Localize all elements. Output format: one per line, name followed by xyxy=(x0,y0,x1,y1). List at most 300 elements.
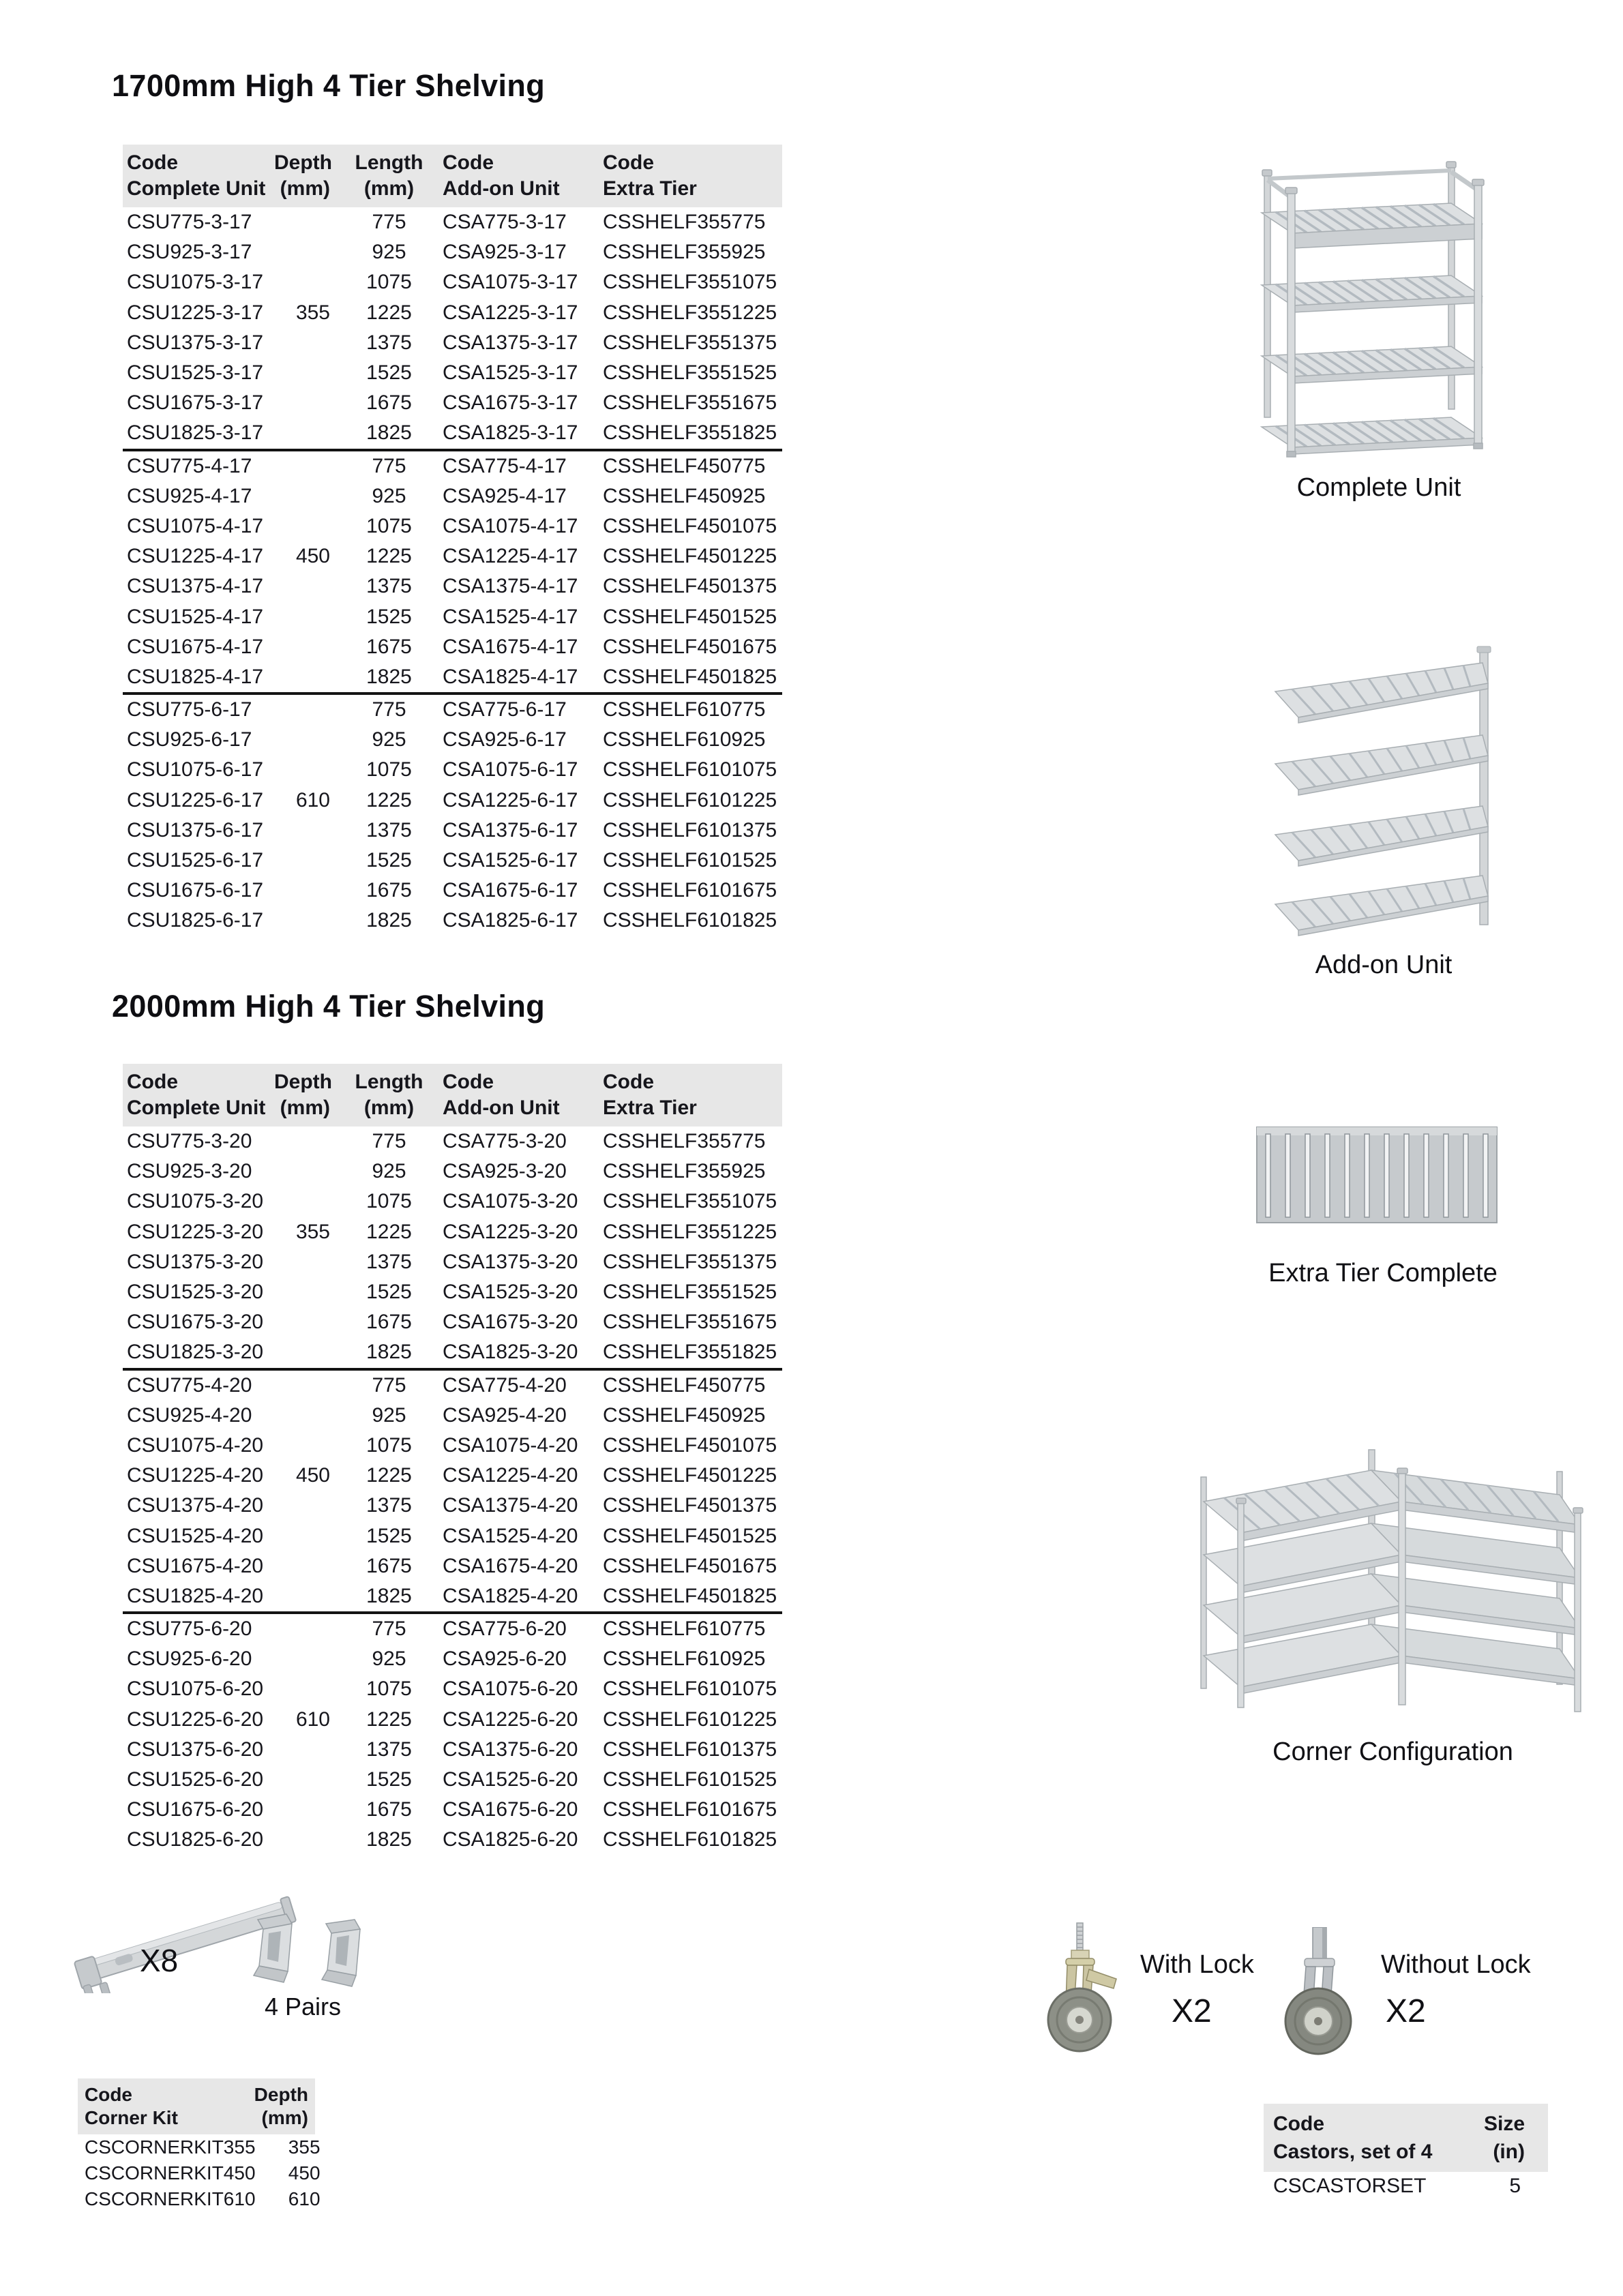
table-row xyxy=(123,1705,782,1735)
cell-length: 1225 xyxy=(366,788,412,811)
table-row xyxy=(123,388,782,418)
table-group-depth-450 xyxy=(123,449,782,693)
cell-extra-tier-code: CSSHELF6101075 xyxy=(603,758,777,781)
table-row xyxy=(123,695,782,725)
cell-addon-code: CSA1525-3-20 xyxy=(443,1281,578,1304)
table-row xyxy=(123,1401,782,1431)
shelving-rack-icon xyxy=(1253,151,1502,465)
cell-length: 1525 xyxy=(366,1768,412,1791)
header-castor-code: Code Castors, set of 4 xyxy=(1273,2113,1433,2163)
table-group-depth-610 xyxy=(123,1611,782,1855)
cell-corner-kit-depth: 355 xyxy=(288,2136,321,2158)
cell-length: 1825 xyxy=(366,665,412,688)
table-row xyxy=(123,1614,782,1644)
cell-depth: 450 xyxy=(295,545,330,568)
cell-addon-code: CSA1525-6-20 xyxy=(443,1768,578,1791)
table-row xyxy=(123,1765,782,1795)
cell-extra-tier-code: CSSHELF3551525 xyxy=(603,361,777,385)
extra-tier-image xyxy=(1255,1122,1500,1229)
cell-length: 1075 xyxy=(366,271,412,294)
cell-addon-code: CSA1225-3-20 xyxy=(443,1220,578,1243)
cell-extra-tier-code: CSSHELF6101675 xyxy=(603,879,777,902)
cell-length: 1225 xyxy=(366,1464,412,1487)
corner-kit-rows xyxy=(78,2134,321,2212)
cell-length: 1525 xyxy=(366,1281,412,1304)
cell-complete-unit-code: CSU1075-3-17 xyxy=(127,271,264,294)
table-row xyxy=(123,267,782,297)
clips-quantity-label: 4 Pairs xyxy=(265,1993,342,2021)
cell-complete-unit-code: CSU775-4-20 xyxy=(127,1373,252,1397)
castor-set-rows xyxy=(1264,2172,1548,2201)
castor-icon xyxy=(1280,1927,1372,2057)
header-addon-unit: Code Add-on Unit xyxy=(443,1071,560,1119)
cell-complete-unit-code: CSU1225-6-17 xyxy=(127,788,264,811)
header-extra-tier: Code Extra Tier xyxy=(603,151,697,200)
cell-addon-code: CSA925-3-20 xyxy=(443,1160,567,1183)
table-row xyxy=(123,816,782,846)
cell-extra-tier-code: CSSHELF4501825 xyxy=(603,665,777,688)
cell-length: 1675 xyxy=(366,1554,412,1577)
cell-complete-unit-code: CSU1525-6-17 xyxy=(127,849,264,872)
cell-extra-tier-code: CSSHELF6101225 xyxy=(603,788,777,811)
table-row xyxy=(78,2186,321,2212)
cell-addon-code: CSA1825-3-20 xyxy=(443,1341,578,1364)
cell-length: 925 xyxy=(372,484,406,507)
header-complete-unit: Code Complete Unit xyxy=(127,151,266,200)
cell-extra-tier-code: CSSHELF450925 xyxy=(603,484,766,507)
table-row xyxy=(123,1461,782,1491)
cell-extra-tier-code: CSSHELF450775 xyxy=(603,1373,766,1397)
cell-complete-unit-code: CSU1675-3-20 xyxy=(127,1311,264,1334)
cell-length: 925 xyxy=(372,1160,406,1183)
cell-length: 1675 xyxy=(366,1311,412,1334)
cell-addon-code: CSA1675-4-17 xyxy=(443,635,578,658)
table-row xyxy=(123,1277,782,1307)
cell-extra-tier-code: CSSHELF3551225 xyxy=(603,301,777,324)
table-row xyxy=(123,1247,782,1277)
cell-length: 1675 xyxy=(366,1798,412,1821)
cell-extra-tier-code: CSSHELF4501075 xyxy=(603,1433,777,1457)
cell-extra-tier-code: CSSHELF3551675 xyxy=(603,391,777,415)
cell-extra-tier-code: CSSHELF6101225 xyxy=(603,1708,777,1731)
cell-length: 1375 xyxy=(366,1738,412,1761)
cell-complete-unit-code: CSU1525-4-17 xyxy=(127,605,264,628)
cell-addon-code: CSA775-3-20 xyxy=(443,1130,567,1153)
cell-castor-code: CSCASTORSET xyxy=(1273,2175,1427,2197)
cell-complete-unit-code: CSU1825-4-17 xyxy=(127,665,264,688)
cell-length: 775 xyxy=(372,1130,406,1153)
table-row xyxy=(123,1127,782,1157)
table-row xyxy=(123,1795,782,1825)
table-row xyxy=(123,1521,782,1551)
cell-extra-tier-code: CSSHELF4501675 xyxy=(603,635,777,658)
cell-length: 1675 xyxy=(366,879,412,902)
header-length: Length (mm) xyxy=(355,151,423,200)
cell-complete-unit-code: CSU925-3-17 xyxy=(127,241,252,264)
cell-depth: 610 xyxy=(295,788,330,811)
table-row xyxy=(123,876,782,906)
cell-extra-tier-code: CSSHELF4501525 xyxy=(603,1524,777,1547)
table-row xyxy=(123,1187,782,1217)
cell-complete-unit-code: CSU1825-3-20 xyxy=(127,1341,264,1364)
cell-length: 1825 xyxy=(366,909,412,932)
header-length: Length (mm) xyxy=(355,1071,423,1119)
shelving-table-1700 xyxy=(123,145,782,936)
cell-complete-unit-code: CSU1075-4-20 xyxy=(127,1433,264,1457)
cell-addon-code: CSA1825-6-20 xyxy=(443,1828,578,1851)
cell-addon-code: CSA775-4-20 xyxy=(443,1373,567,1397)
cell-corner-kit-depth: 610 xyxy=(288,2188,321,2209)
cell-addon-code: CSA775-6-17 xyxy=(443,698,567,721)
cell-addon-code: CSA1525-4-17 xyxy=(443,605,578,628)
table-group-depth-450 xyxy=(123,1368,782,1612)
cell-addon-code: CSA1075-4-17 xyxy=(443,514,578,537)
table-row xyxy=(123,451,782,481)
table-row xyxy=(123,1307,782,1337)
cell-extra-tier-code: CSSHELF3551675 xyxy=(603,1311,777,1334)
cell-extra-tier-code: CSSHELF6101825 xyxy=(603,909,777,932)
cell-extra-tier-code: CSSHELF355925 xyxy=(603,241,766,264)
cell-extra-tier-code: CSSHELF450925 xyxy=(603,1403,766,1427)
table-row xyxy=(123,207,782,237)
cell-addon-code: CSA1825-4-17 xyxy=(443,665,578,688)
cell-length: 925 xyxy=(372,728,406,751)
table-row xyxy=(123,662,782,692)
table-row xyxy=(123,1735,782,1765)
cell-complete-unit-code: CSU1675-3-17 xyxy=(127,391,264,415)
table-row xyxy=(123,1491,782,1521)
cell-addon-code: CSA1675-3-20 xyxy=(443,1311,578,1334)
cell-complete-unit-code: CSU1675-4-20 xyxy=(127,1554,264,1577)
cell-length: 1375 xyxy=(366,575,412,598)
cell-addon-code: CSA1075-6-17 xyxy=(443,758,578,781)
cell-extra-tier-code: CSSHELF6101075 xyxy=(603,1678,777,1701)
cell-length: 1675 xyxy=(366,391,412,415)
cell-complete-unit-code: CSU1825-6-20 xyxy=(127,1828,264,1851)
cell-extra-tier-code: CSSHELF355775 xyxy=(603,1130,766,1153)
shelf-tier-icon xyxy=(1255,1122,1500,1229)
cell-extra-tier-code: CSSHELF6101375 xyxy=(603,1738,777,1761)
cell-length: 1075 xyxy=(366,758,412,781)
cell-addon-code: CSA1225-4-20 xyxy=(443,1464,578,1487)
cell-addon-code: CSA1075-3-17 xyxy=(443,271,578,294)
cell-extra-tier-code: CSSHELF6101825 xyxy=(603,1828,777,1851)
cell-addon-code: CSA925-4-17 xyxy=(443,484,567,507)
cell-addon-code: CSA775-3-17 xyxy=(443,211,567,234)
table-row xyxy=(123,906,782,936)
cell-extra-tier-code: CSSHELF3551525 xyxy=(603,1281,777,1304)
cell-length: 1375 xyxy=(366,1250,412,1273)
cell-complete-unit-code: CSU1525-3-20 xyxy=(127,1281,264,1304)
cell-addon-code: CSA1675-6-17 xyxy=(443,879,578,902)
cell-extra-tier-code: CSSHELF4501375 xyxy=(603,1494,777,1517)
cell-depth: 450 xyxy=(295,1464,330,1487)
table-row xyxy=(123,418,782,448)
cell-length: 1075 xyxy=(366,1190,412,1213)
cell-complete-unit-code: CSU1375-6-20 xyxy=(127,1738,264,1761)
beam-quantity-label: X8 xyxy=(140,1943,179,1978)
cell-length: 1075 xyxy=(366,1433,412,1457)
cell-complete-unit-code: CSU1825-4-20 xyxy=(127,1584,264,1607)
cell-complete-unit-code: CSU1675-6-17 xyxy=(127,879,264,902)
cell-extra-tier-code: CSSHELF6101675 xyxy=(603,1798,777,1821)
cell-addon-code: CSA1225-6-20 xyxy=(443,1708,578,1731)
table-row xyxy=(123,1825,782,1855)
cell-length: 775 xyxy=(372,698,406,721)
cell-addon-code: CSA1375-4-20 xyxy=(443,1494,578,1517)
table-row xyxy=(123,328,782,358)
cell-length: 1375 xyxy=(366,1494,412,1517)
cell-complete-unit-code: CSU1675-4-17 xyxy=(127,635,264,658)
cell-complete-unit-code: CSU1375-3-20 xyxy=(127,1250,264,1273)
cell-addon-code: CSA1825-6-17 xyxy=(443,909,578,932)
cell-length: 775 xyxy=(372,1373,406,1397)
header-corner-kit-code: Code Corner Kit xyxy=(85,2084,178,2128)
cell-corner-kit-code: CSCORNERKIT610 xyxy=(85,2188,256,2209)
shelving-table-2000 xyxy=(123,1064,782,1855)
cell-complete-unit-code: CSU1375-6-17 xyxy=(127,818,264,841)
castor-locking-icon xyxy=(1045,1922,1148,2055)
extra-tier-caption: Extra Tier Complete xyxy=(1268,1259,1498,1287)
cell-addon-code: CSA1825-4-20 xyxy=(443,1584,578,1607)
corner-kit-header xyxy=(78,2078,315,2134)
cell-length: 925 xyxy=(372,1648,406,1671)
table-row xyxy=(123,1674,782,1704)
cell-depth: 355 xyxy=(295,301,330,324)
cell-depth: 355 xyxy=(295,1220,330,1243)
cell-complete-unit-code: CSU1525-4-20 xyxy=(127,1524,264,1547)
cell-complete-unit-code: CSU925-4-20 xyxy=(127,1403,252,1427)
header-depth: Depth (mm) xyxy=(274,1071,332,1119)
cell-length: 1225 xyxy=(366,1220,412,1243)
cell-extra-tier-code: CSSHELF3551075 xyxy=(603,1190,777,1213)
cell-extra-tier-code: CSSHELF4501225 xyxy=(603,545,777,568)
table-row xyxy=(123,1551,782,1581)
cell-extra-tier-code: CSSHELF610775 xyxy=(603,1617,766,1641)
cell-extra-tier-code: CSSHELF4501525 xyxy=(603,605,777,628)
table-row xyxy=(123,1581,782,1611)
cell-addon-code: CSA1675-4-20 xyxy=(443,1554,578,1577)
table-row xyxy=(123,1431,782,1461)
cell-complete-unit-code: CSU1825-6-17 xyxy=(127,909,264,932)
cell-length: 1525 xyxy=(366,361,412,385)
castor-set-header xyxy=(1264,2104,1548,2172)
cell-complete-unit-code: CSU925-6-20 xyxy=(127,1648,252,1671)
cell-extra-tier-code: CSSHELF4501225 xyxy=(603,1464,777,1487)
cell-length: 1375 xyxy=(366,818,412,841)
table-row xyxy=(123,237,782,267)
cell-complete-unit-code: CSU1675-6-20 xyxy=(127,1798,264,1821)
cell-length: 1525 xyxy=(366,1524,412,1547)
cell-length: 1225 xyxy=(366,1708,412,1731)
cell-extra-tier-code: CSSHELF355775 xyxy=(603,211,766,234)
table-row xyxy=(123,541,782,571)
cell-castor-size: 5 xyxy=(1509,2175,1521,2197)
cell-extra-tier-code: CSSHELF3551075 xyxy=(603,271,777,294)
table-row xyxy=(123,1217,782,1247)
cell-complete-unit-code: CSU1525-3-17 xyxy=(127,361,264,385)
complete-unit-image xyxy=(1253,151,1502,465)
cell-complete-unit-code: CSU1225-4-17 xyxy=(127,545,264,568)
table-row xyxy=(123,481,782,511)
clips-icon xyxy=(245,1905,385,1997)
table-row xyxy=(123,1157,782,1187)
cell-addon-code: CSA1375-6-17 xyxy=(443,818,578,841)
header-castor-size: Size (in) xyxy=(1483,2113,1525,2163)
cell-length: 925 xyxy=(372,241,406,264)
cell-addon-code: CSA775-4-17 xyxy=(443,454,567,477)
table-header xyxy=(123,145,782,207)
cell-addon-code: CSA1075-6-20 xyxy=(443,1678,578,1701)
table-row xyxy=(123,571,782,601)
cell-addon-code: CSA925-6-17 xyxy=(443,728,567,751)
cell-addon-code: CSA1225-4-17 xyxy=(443,545,578,568)
addon-rack-icon xyxy=(1263,634,1505,941)
cell-extra-tier-code: CSSHELF3551225 xyxy=(603,1220,777,1243)
table-row xyxy=(123,358,782,388)
table-row xyxy=(78,2134,321,2160)
table-row xyxy=(123,601,782,631)
table-row xyxy=(123,755,782,785)
corner-rack-icon xyxy=(1197,1432,1589,1725)
without-lock-quantity-label: X2 xyxy=(1386,1993,1426,2029)
cell-complete-unit-code: CSU925-4-17 xyxy=(127,484,252,507)
table-group-depth-355 xyxy=(123,207,782,449)
table-row xyxy=(123,1371,782,1401)
header-corner-kit-depth: Depth (mm) xyxy=(254,2084,308,2128)
cell-complete-unit-code: CSU1075-6-20 xyxy=(127,1678,264,1701)
table-row xyxy=(123,298,782,328)
cell-addon-code: CSA925-6-20 xyxy=(443,1648,567,1671)
cell-complete-unit-code: CSU1225-6-20 xyxy=(127,1708,264,1731)
cell-corner-kit-code: CSCORNERKIT450 xyxy=(85,2162,256,2183)
cell-length: 1075 xyxy=(366,1678,412,1701)
cell-addon-code: CSA1075-3-20 xyxy=(443,1190,578,1213)
table-row xyxy=(123,786,782,816)
section-title-1700: 1700mm High 4 Tier Shelving xyxy=(112,68,546,103)
cell-extra-tier-code: CSSHELF450775 xyxy=(603,454,766,477)
cell-addon-code: CSA1675-6-20 xyxy=(443,1798,578,1821)
section-title-2000: 2000mm High 4 Tier Shelving xyxy=(112,989,546,1024)
cell-complete-unit-code: CSU1075-6-17 xyxy=(127,758,264,781)
cell-length: 1075 xyxy=(366,514,412,537)
header-extra-tier: Code Extra Tier xyxy=(603,1071,697,1119)
cell-addon-code: CSA1375-4-17 xyxy=(443,575,578,598)
table-row xyxy=(123,846,782,876)
cell-length: 925 xyxy=(372,1403,406,1427)
table-row xyxy=(78,2160,321,2186)
cell-extra-tier-code: CSSHELF6101525 xyxy=(603,1768,777,1791)
cell-length: 1825 xyxy=(366,421,412,445)
header-depth: Depth (mm) xyxy=(274,151,332,200)
cell-complete-unit-code: CSU1375-4-20 xyxy=(127,1494,264,1517)
cell-complete-unit-code: CSU775-3-17 xyxy=(127,211,252,234)
cell-complete-unit-code: CSU1225-4-20 xyxy=(127,1464,264,1487)
cell-addon-code: CSA925-4-20 xyxy=(443,1403,567,1427)
castor-set-table xyxy=(1264,2104,1548,2201)
with-lock-label: With Lock xyxy=(1140,1950,1254,1979)
cell-length: 1825 xyxy=(366,1584,412,1607)
cell-extra-tier-code: CSSHELF355925 xyxy=(603,1160,766,1183)
with-lock-quantity-label: X2 xyxy=(1172,1993,1212,2029)
table-row xyxy=(123,725,782,755)
cell-complete-unit-code: CSU925-3-20 xyxy=(127,1160,252,1183)
cell-length: 775 xyxy=(372,1617,406,1641)
cell-addon-code: CSA775-6-20 xyxy=(443,1617,567,1641)
corner-clips-image xyxy=(245,1905,385,1997)
table-group-depth-355 xyxy=(123,1127,782,1368)
cell-complete-unit-code: CSU1375-4-17 xyxy=(127,575,264,598)
cell-length: 1525 xyxy=(366,605,412,628)
castor-without-lock-image xyxy=(1280,1927,1372,2057)
addon-unit-image xyxy=(1263,634,1505,941)
cell-extra-tier-code: CSSHELF6101375 xyxy=(603,818,777,841)
cell-complete-unit-code: CSU775-6-17 xyxy=(127,698,252,721)
cell-complete-unit-code: CSU1375-3-17 xyxy=(127,331,264,354)
addon-unit-caption: Add-on Unit xyxy=(1315,951,1453,979)
cell-length: 1825 xyxy=(366,1341,412,1364)
cell-depth: 610 xyxy=(295,1708,330,1731)
table-header xyxy=(123,1064,782,1127)
table-row xyxy=(123,1337,782,1367)
cell-addon-code: CSA925-3-17 xyxy=(443,241,567,264)
cell-extra-tier-code: CSSHELF3551825 xyxy=(603,421,777,445)
cell-extra-tier-code: CSSHELF4501675 xyxy=(603,1554,777,1577)
cell-extra-tier-code: CSSHELF4501375 xyxy=(603,575,777,598)
cell-addon-code: CSA1225-3-17 xyxy=(443,301,578,324)
cell-corner-kit-code: CSCORNERKIT355 xyxy=(85,2136,256,2158)
without-lock-label: Without Lock xyxy=(1381,1950,1531,1979)
cell-length: 1675 xyxy=(366,635,412,658)
cell-complete-unit-code: CSU1075-3-20 xyxy=(127,1190,264,1213)
cell-length: 1825 xyxy=(366,1828,412,1851)
cell-addon-code: CSA1825-3-17 xyxy=(443,421,578,445)
cell-length: 775 xyxy=(372,454,406,477)
cell-extra-tier-code: CSSHELF4501075 xyxy=(603,514,777,537)
cell-length: 1225 xyxy=(366,301,412,324)
table-row xyxy=(123,632,782,662)
corner-configuration-caption: Corner Configuration xyxy=(1272,1738,1513,1766)
cell-addon-code: CSA1225-6-17 xyxy=(443,788,578,811)
complete-unit-caption: Complete Unit xyxy=(1296,473,1461,502)
cell-length: 775 xyxy=(372,211,406,234)
cell-addon-code: CSA1525-3-17 xyxy=(443,361,578,385)
cell-addon-code: CSA1375-3-17 xyxy=(443,331,578,354)
cell-complete-unit-code: CSU1525-6-20 xyxy=(127,1768,264,1791)
header-addon-unit: Code Add-on Unit xyxy=(443,151,560,200)
cell-complete-unit-code: CSU775-6-20 xyxy=(127,1617,252,1641)
cell-length: 1375 xyxy=(366,331,412,354)
cell-extra-tier-code: CSSHELF610925 xyxy=(603,728,766,751)
castor-with-lock-image xyxy=(1045,1922,1148,2055)
cell-corner-kit-depth: 450 xyxy=(288,2162,321,2183)
corner-configuration-image xyxy=(1197,1432,1589,1725)
cell-addon-code: CSA1075-4-20 xyxy=(443,1433,578,1457)
table-row xyxy=(123,511,782,541)
cell-addon-code: CSA1375-6-20 xyxy=(443,1738,578,1761)
cell-extra-tier-code: CSSHELF610925 xyxy=(603,1648,766,1671)
cell-extra-tier-code: CSSHELF610775 xyxy=(603,698,766,721)
cell-complete-unit-code: CSU1825-3-17 xyxy=(127,421,264,445)
cell-complete-unit-code: CSU925-6-17 xyxy=(127,728,252,751)
cell-addon-code: CSA1675-3-17 xyxy=(443,391,578,415)
corner-kit-table xyxy=(78,2078,321,2212)
cell-extra-tier-code: CSSHELF4501825 xyxy=(603,1584,777,1607)
cell-extra-tier-code: CSSHELF6101525 xyxy=(603,849,777,872)
table-row xyxy=(123,1644,782,1674)
cell-addon-code: CSA1525-4-20 xyxy=(443,1524,578,1547)
cell-extra-tier-code: CSSHELF3551825 xyxy=(603,1341,777,1364)
